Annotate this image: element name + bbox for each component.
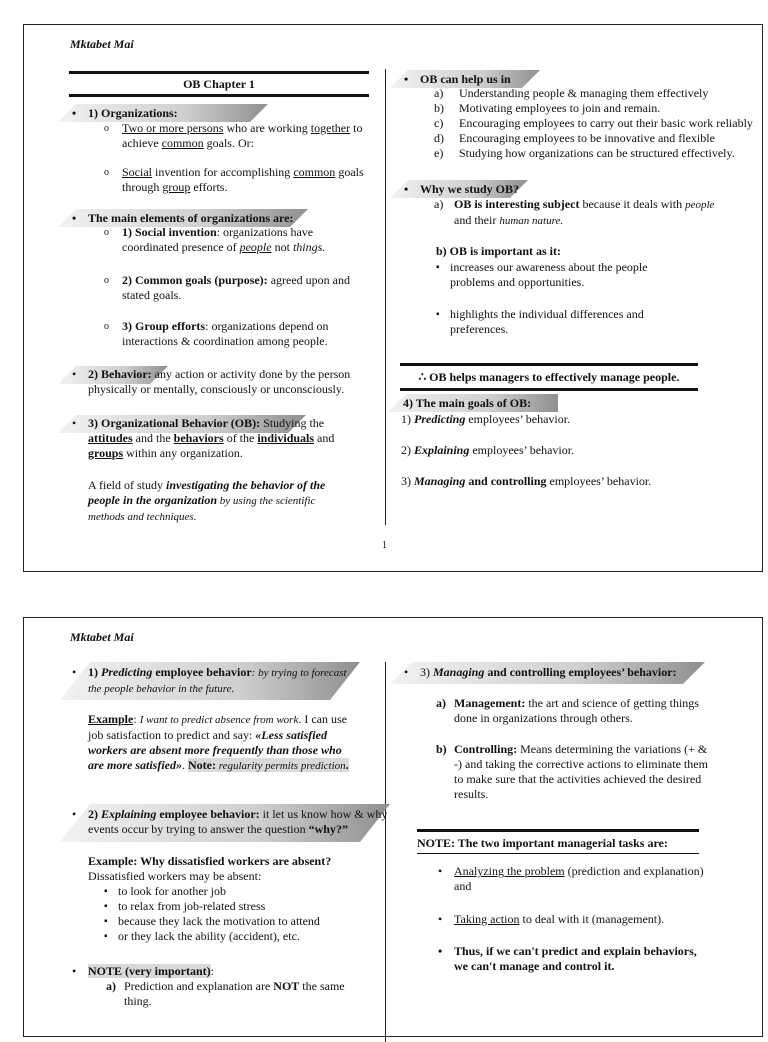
example-text: «Less satisfied workers are absent more frequently than those who are more satisfied» — [88, 728, 342, 772]
why-text: people — [685, 199, 715, 211]
note-heading: NOTE (very important): — [88, 964, 214, 978]
why-bullet: ▪ highlights the individual differences and preferences. — [450, 307, 690, 337]
element-label: 2) Common goals — [122, 273, 212, 287]
task-item — [454, 912, 704, 927]
ob-text: of the — [223, 431, 258, 445]
element-label: 3) Group efforts — [122, 319, 206, 333]
task-item: • Thus, if we can't predict and explain behaviors, we can't manage and control it. — [454, 944, 704, 974]
item-marker: b) — [434, 101, 444, 115]
ob-help-item — [434, 116, 764, 131]
ob-help-item — [434, 146, 764, 161]
section-heading-why: • Why we study OB? — [420, 181, 519, 197]
heading-text: “why?” — [308, 822, 348, 836]
heading-num: 1) — [88, 665, 101, 679]
ob-text: and — [314, 431, 335, 445]
ob-help-list — [434, 86, 764, 161]
page-1 — [23, 24, 763, 572]
heading-text: Managing — [433, 665, 485, 679]
page-header: Mktabet Mai — [70, 37, 134, 51]
goal-item — [401, 443, 574, 458]
note-item-a — [106, 979, 366, 1008]
help-text: Understanding people & managing them effectively — [459, 86, 709, 100]
goal-text: employees’ behavior. — [465, 412, 571, 426]
reason-item: ▪ to relax from job-related stress — [118, 899, 378, 914]
item-marker: a) — [106, 979, 116, 993]
section-heading-organizations: • 1) Organizations: — [88, 105, 178, 121]
field-of-study — [88, 478, 350, 525]
reason-item: ▪ to look for another job — [118, 884, 378, 899]
element-text: not — [271, 240, 293, 254]
behavior-text: any action or activity done by the person physically or mentally, consciously or unconsciously. — [88, 367, 351, 396]
example-text: I want to predict absence from work — [139, 714, 299, 726]
ob-definition — [88, 416, 370, 461]
controlling-label: Controlling: — [454, 742, 518, 756]
heading-text: employee behavior — [152, 665, 252, 679]
management-label: Management: — [454, 696, 526, 710]
heading-num: 3) — [420, 665, 433, 679]
controlling-item — [436, 742, 716, 801]
ob-text: and the — [132, 431, 174, 445]
note-text: Prediction and explanation are — [124, 979, 274, 993]
example-note: Note: — [188, 758, 216, 772]
ob-text: behaviors — [173, 431, 224, 445]
item-marker: a) — [436, 696, 446, 710]
section-heading-goals: 4) The main goals of OB: — [403, 396, 532, 410]
explaining-heading — [88, 807, 388, 837]
element-text: things. — [292, 240, 326, 254]
heading-text: Predicting — [101, 665, 153, 679]
help-text: Encouraging employees to carry out their basic work reliably — [459, 116, 753, 130]
why-text: OB is interesting subject — [454, 197, 580, 211]
why-bullet: ▪ increases our awareness about the people problems and opportunities. — [450, 260, 690, 290]
reason-item: ▪ because they lack the motivation to attend — [118, 914, 378, 929]
ob-text: individuals — [257, 431, 315, 445]
element-text: : organizations depend on interactions & coordination among people. — [122, 319, 329, 348]
column-divider — [385, 662, 386, 1042]
section-heading-behavior: 2) Behavior: — [88, 367, 152, 381]
page-2 — [23, 617, 763, 1037]
why-text: and their — [454, 213, 500, 227]
note-text: NOT — [273, 979, 300, 993]
element-text: agreed upon and stated goals. — [122, 273, 350, 302]
behavior-definition — [88, 367, 370, 397]
task-text: to deal with it (management). — [519, 912, 665, 926]
goal-num: 1) — [401, 412, 414, 426]
ob-text: groups — [88, 446, 124, 460]
managing-heading — [420, 665, 677, 680]
task-text: Taking action — [454, 912, 520, 926]
heading-text: Explaining — [101, 807, 157, 821]
goal-text: Predicting — [414, 412, 466, 426]
item-marker: b) — [436, 742, 447, 756]
note-text: the same thing. — [124, 979, 345, 1008]
help-text: Studying how organizations can be structured effectively. — [459, 146, 735, 160]
goal-item — [401, 474, 651, 489]
goal-text: employees’ behavior. — [546, 474, 652, 488]
heading-num: 2) — [88, 807, 101, 821]
management-item — [436, 696, 716, 725]
goal-text: Explaining — [414, 443, 470, 457]
heading-text: employee behavior: — [156, 807, 260, 821]
help-text: Encouraging employees to be innovative and flexible — [459, 131, 715, 145]
element-text: : organizations have coordinated presence of — [122, 225, 314, 254]
controlling-text: Means determining the variations (+ & -) and taking the corrective actions to eliminate them to make sure that the activities achieved the desired results. — [454, 742, 708, 801]
item-marker: e) — [434, 146, 444, 160]
chapter-title-box — [69, 71, 369, 97]
therefore-box — [400, 363, 698, 391]
field-text: A field of study — [88, 478, 166, 492]
why-example-intro: Dissatisfied workers may be absent: — [88, 869, 262, 883]
reasons-list — [118, 884, 378, 944]
task-text: Analyzing the problem — [454, 864, 565, 878]
therefore-text: ∴ OB helps managers to effectively manage people. — [418, 370, 680, 384]
list-item: o Social invention for accomplishing common goals through group efforts. — [122, 165, 367, 195]
why-text: human nature. — [499, 215, 564, 227]
why-item-b: b) OB is important as it: — [436, 244, 562, 258]
item-marker: a) — [434, 197, 444, 211]
note-title: NOTE (very important) — [88, 964, 211, 978]
column-divider — [385, 69, 386, 525]
field-text: by using the scientific methods and techniques. — [88, 495, 316, 523]
element-label: 1) Social invention — [122, 225, 217, 239]
predicting-example: Example: I want to predict absence from work. I can use job satisfaction to predict and say: «Less satisfied workers are absent more frequently than those who are more satisfied». Note: regularity permits prediction. — [88, 712, 349, 772]
element-label: (purpose): — [214, 273, 268, 287]
example-note: regularity permits prediction — [215, 760, 346, 772]
why-item-a — [434, 197, 734, 227]
task-text: (prediction and explanation) and — [454, 864, 704, 893]
goal-text: and controlling — [465, 474, 547, 488]
goal-text: Managing — [414, 474, 466, 488]
heading-text: : by trying to forecast the people behavior in the future. — [88, 667, 347, 695]
ob-help-item — [434, 101, 764, 116]
goal-text: employees’ behavior. — [469, 443, 575, 457]
list-item — [122, 273, 372, 303]
element-text: people — [239, 240, 272, 254]
ob-help-item — [434, 86, 764, 101]
predicting-heading — [88, 665, 350, 697]
ob-help-item — [434, 131, 764, 146]
list-item — [122, 319, 372, 349]
item-marker: d) — [434, 131, 444, 145]
why-text: because it deals with — [579, 197, 683, 211]
list-item — [122, 225, 372, 255]
heading-text: and controlling employees’ behavior: — [484, 665, 677, 679]
example-label: Example — [88, 712, 134, 726]
goal-num: 3) — [401, 474, 414, 488]
help-text: Motivating employees to join and remain. — [459, 101, 661, 115]
goal-num: 2) — [401, 443, 414, 457]
chapter-title: OB Chapter 1 — [183, 77, 255, 91]
management-text: the art and science of getting things done in organizations through others. — [454, 696, 699, 725]
list-item: o Two or more persons who are working together to achieve common goals. Or: — [122, 121, 367, 151]
task-item — [454, 864, 704, 894]
reason-item: ▪ or they lack the ability (accident), etc. — [118, 929, 378, 944]
section-heading-ob-help: • OB can help us in — [420, 71, 511, 87]
note-box — [417, 829, 699, 854]
note-box-text: NOTE: The two important managerial tasks are: — [417, 836, 668, 850]
page-header: Mktabet Mai — [70, 630, 134, 644]
heading-text: it let us know how & why events occur by trying to answer the question — [88, 807, 388, 836]
ob-text: attitudes — [88, 431, 133, 445]
example-text: . I can use job satisfaction to predict and say: — [88, 712, 348, 742]
ob-text: within any organization. — [123, 446, 243, 460]
page-number: 1 — [382, 540, 387, 551]
goal-item — [401, 412, 570, 427]
section-heading-ob: 3) Organizational Behavior (OB): — [88, 416, 261, 430]
why-example-title: Example: Why dissatisfied workers are absent? — [88, 854, 332, 868]
item-marker: c) — [434, 116, 444, 130]
field-text: investigating the behavior of the people in the organization — [88, 478, 326, 507]
ob-text: Studying the — [260, 416, 325, 430]
section-heading-elements: • The main elements of organizations are: — [88, 210, 293, 226]
item-marker: a) — [434, 86, 444, 100]
